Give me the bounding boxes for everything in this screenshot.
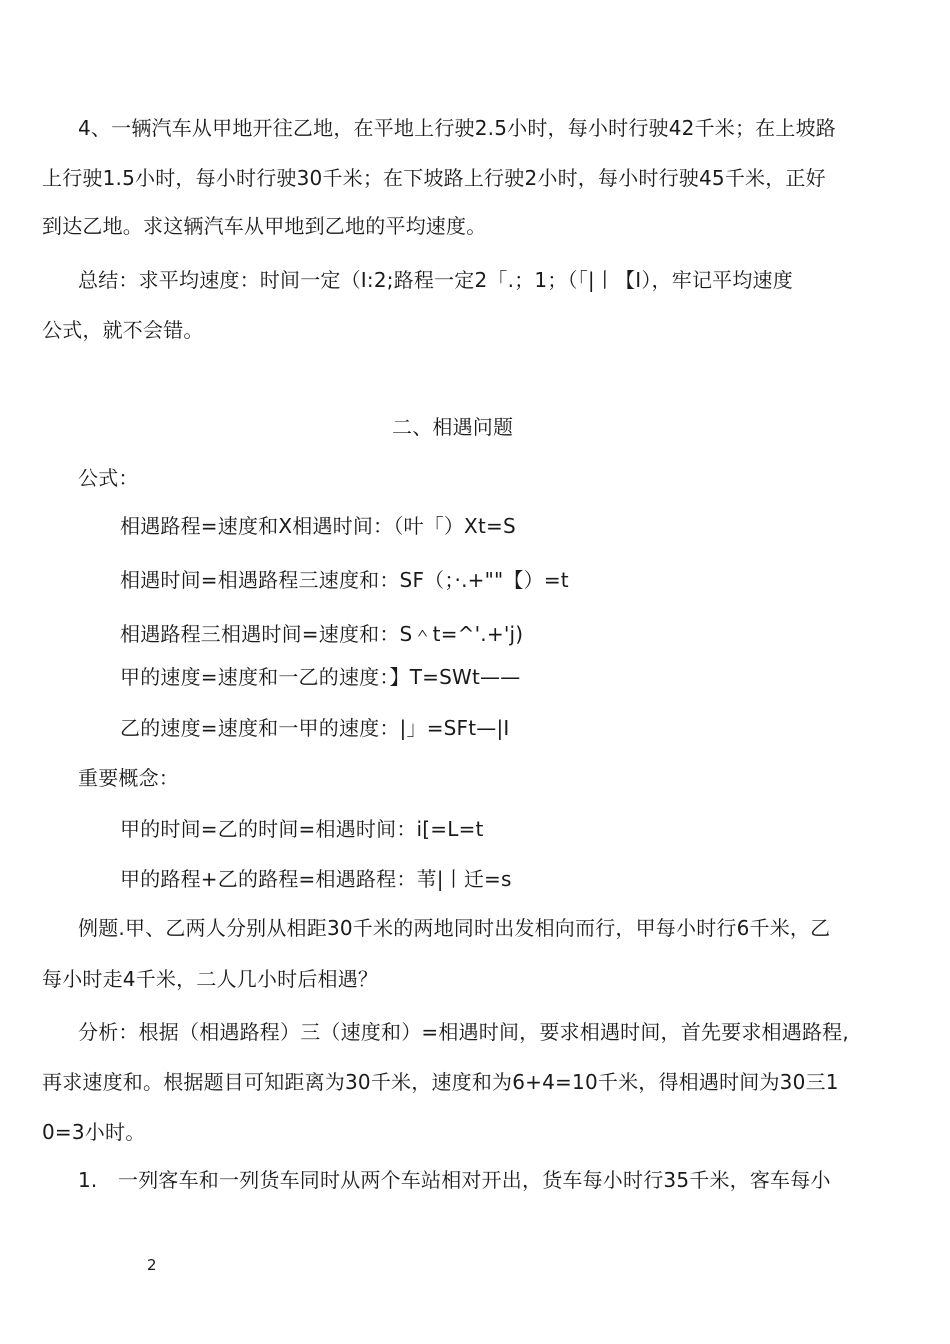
page-number: 2 (147, 1256, 157, 1274)
concept-distance: 甲的路程+乙的路程=相遇路程：苇|丨迁=s (120, 867, 512, 891)
example-line1: 例题.甲、乙两人分别从相距30千米的两地同时出发相向而行，甲每小时行6千米，乙 (78, 916, 831, 940)
analysis-line2: 再求速度和。根据题目可知距离为30千米，速度和为6+4=10千米，得相遇时间为30三1 (42, 1070, 839, 1094)
concept-label: 重要概念： (78, 766, 179, 790)
section-title: 二、相遇问题 (392, 415, 514, 439)
analysis-line1: 分析：根据（相遇路程）三（速度和）=相遇时间，要求相遇时间，首先要求相遇路程, (78, 1020, 849, 1044)
analysis-line3: 0=3小时。 (42, 1120, 146, 1144)
formula-speed-sum: 相遇路程三相遇时间=速度和：S＾t=^'.+'j) (120, 622, 524, 646)
formula-meeting-time: 相遇时间=相遇路程三速度和：SF（；·.+""【）=t (120, 568, 569, 592)
exercise1-text: 一列客车和一列货车同时从两个车站相对开出，货车每小时行35千米，客车每小 (118, 1168, 831, 1192)
exercise1-number: 1. (78, 1168, 98, 1192)
formula-label: 公式： (78, 466, 139, 490)
problem4-line3: 到达乙地。求这辆汽车从甲地到乙地的平均速度。 (42, 214, 487, 238)
formula-meeting-distance: 相遇路程=速度和X相遇时间：（叶「）Xt=S (120, 514, 516, 538)
formula-speed-b: 乙的速度=速度和一甲的速度：|」=SFt—|I (120, 716, 510, 740)
example-line2: 每小时走4千米，二人几小时后相遇？ (42, 967, 379, 991)
concept-time: 甲的时间=乙的时间=相遇时间：i[=L=t (120, 817, 484, 841)
summary-line2: 公式，就不会错。 (42, 318, 204, 342)
problem4-line2: 上行驶1.5小时，每小时行驶30千米；在下坡路上行驶2小时，每小时行驶45千米，正好 (42, 166, 826, 190)
problem4-line1: 4、一辆汽车从甲地开往乙地，在平地上行驶2.5小时，每小时行驶42千米；在上坡路 (78, 116, 836, 140)
summary-line1: 总结：求平均速度：时间一定（I:2;路程一定2「.；1；（「|丨【I），牢记平均速度 (78, 268, 793, 292)
formula-speed-a: 甲的速度=速度和一乙的速度：】T=SWt—— (120, 665, 521, 689)
